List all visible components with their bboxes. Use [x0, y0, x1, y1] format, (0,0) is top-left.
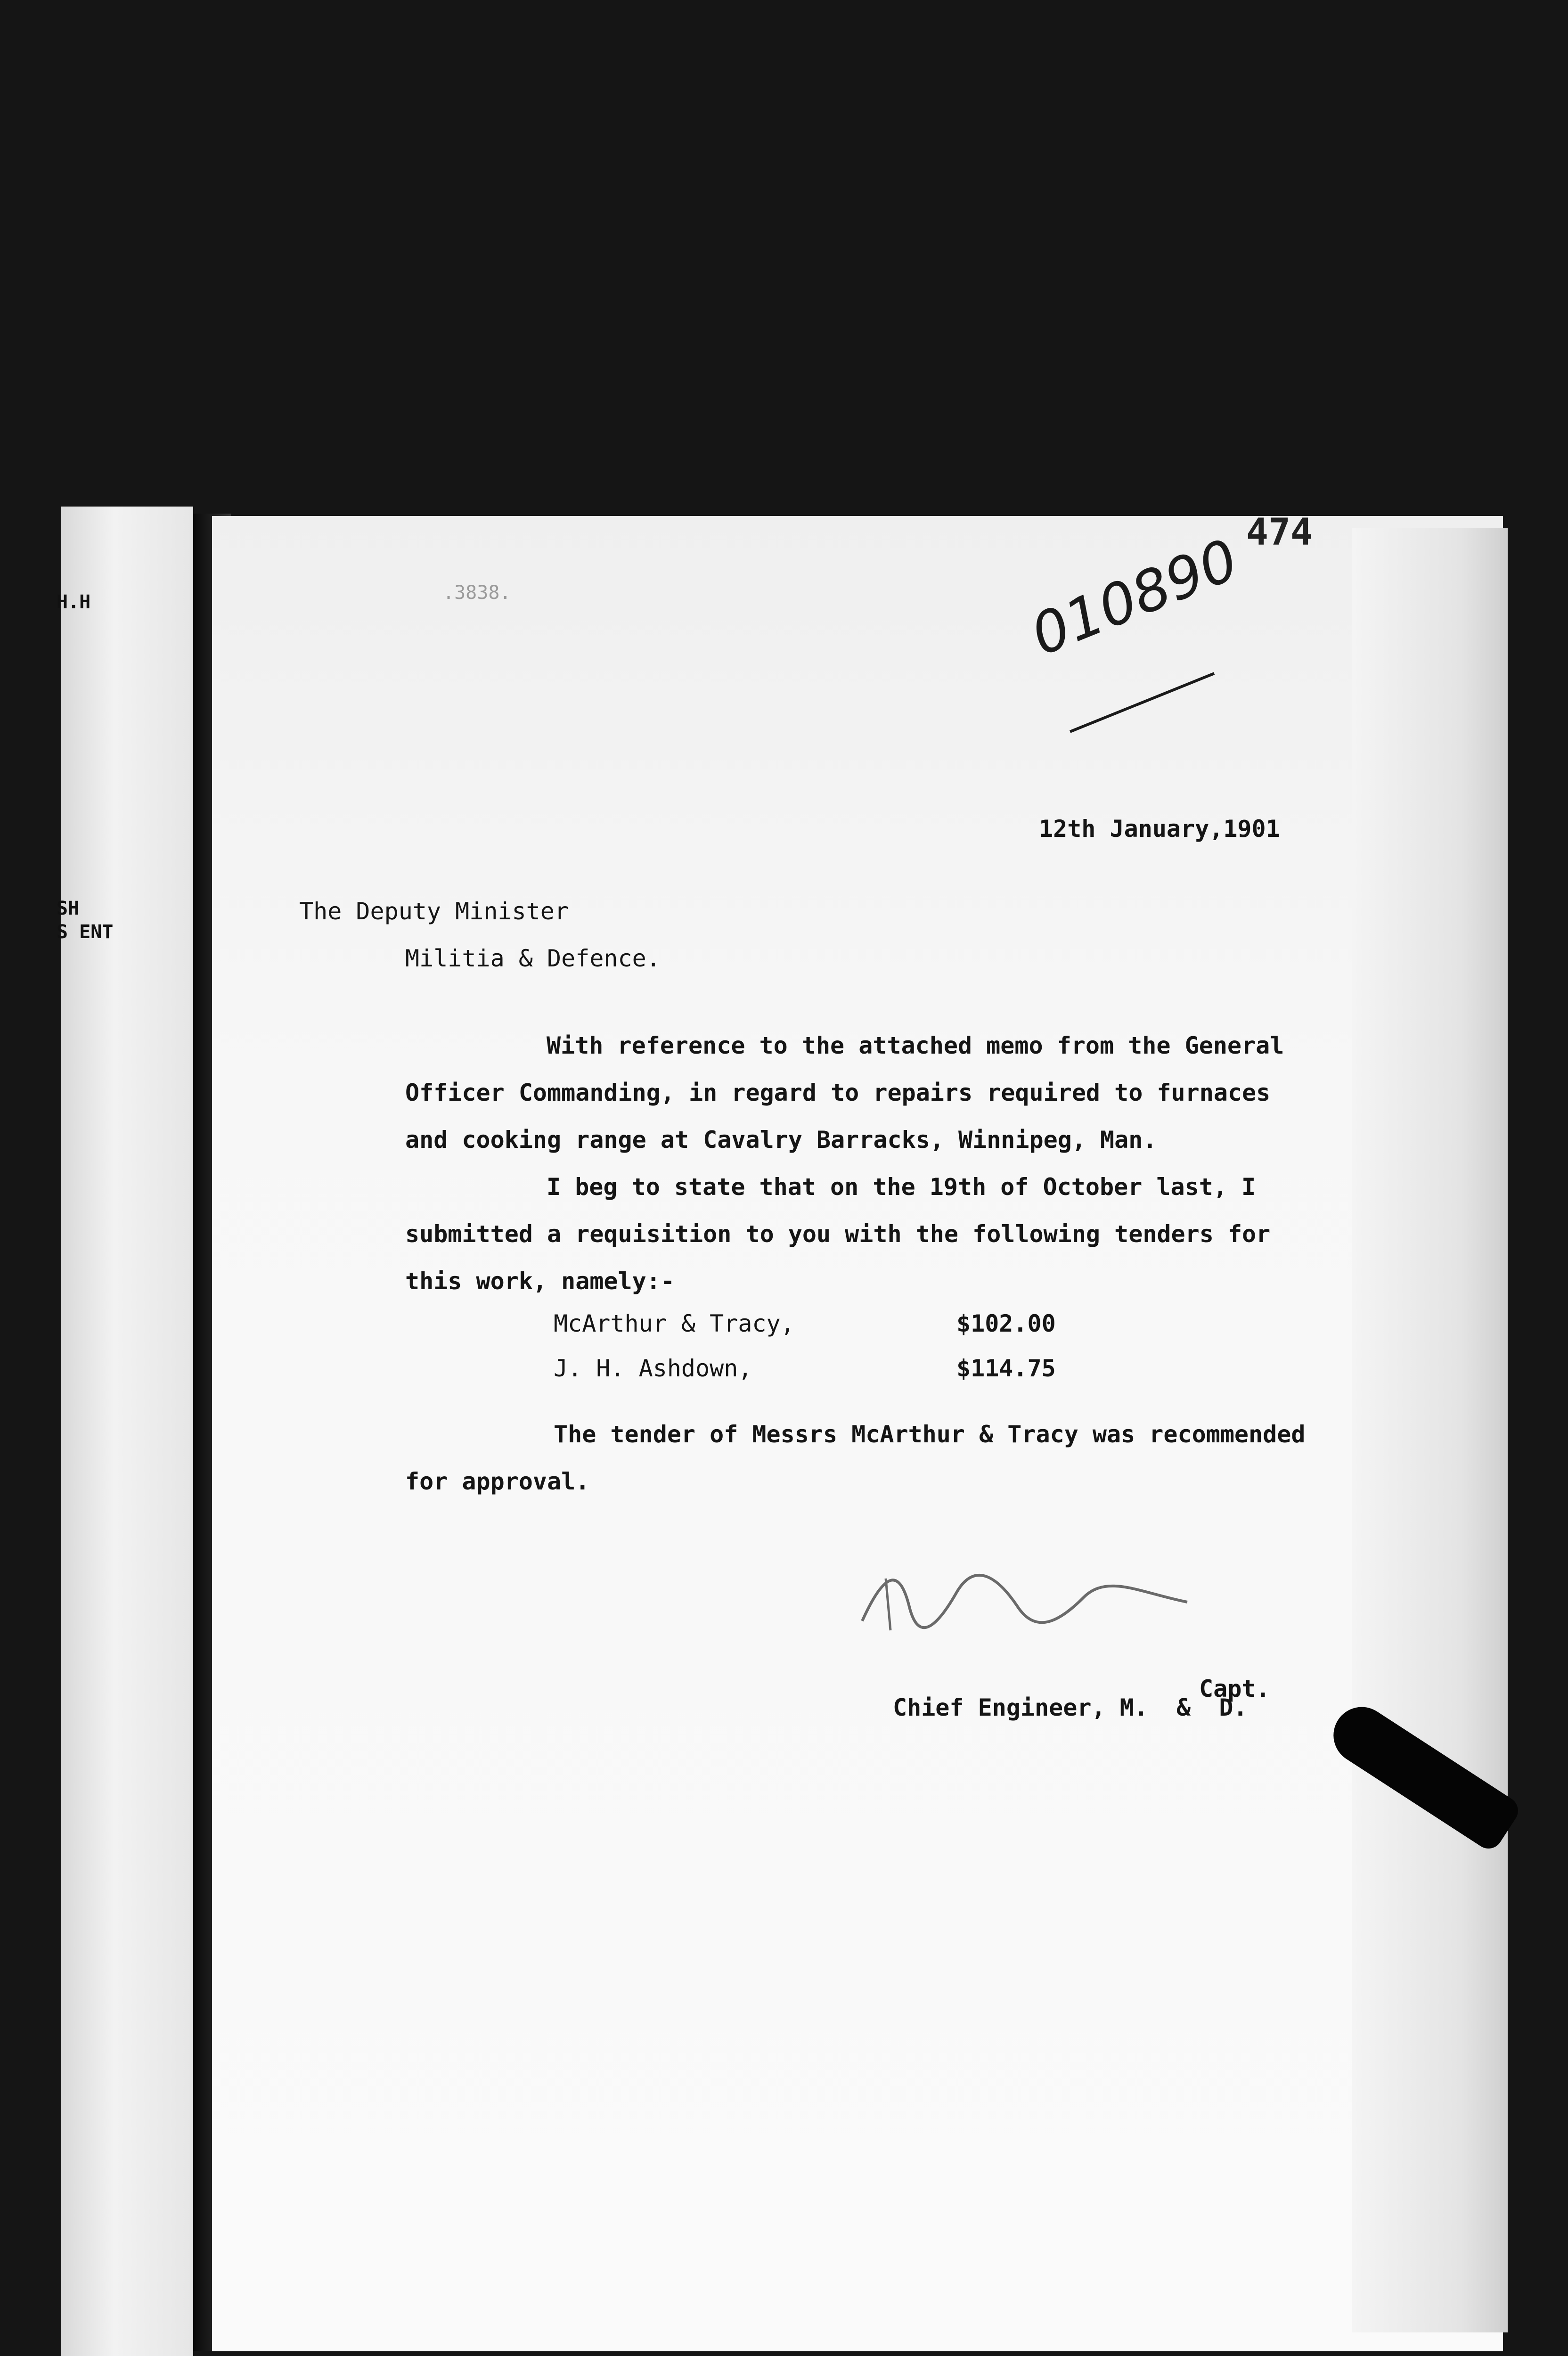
closing-line: The tender of Messrs McArthur & Tracy was recommended — [554, 1421, 1306, 1448]
adjacent-page-strip — [57, 507, 193, 2356]
signature-title: Chief Engineer, M. & D. — [893, 1694, 1248, 1721]
closing-line: for approval. — [405, 1468, 590, 1495]
tender-amount: $114.75 — [956, 1355, 1056, 1382]
body-line: this work, namely:- — [405, 1268, 675, 1295]
tender-name: McArthur & Tracy, — [554, 1310, 795, 1337]
adjacent-page-fragment: S ENT — [57, 921, 114, 943]
body-line: Officer Commanding, in regard to repairs required to furnaces — [405, 1079, 1271, 1106]
body-line: I beg to state that on the 19th of October last, I — [547, 1173, 1256, 1201]
body-line: and cooking range at Cavalry Barracks, Winnipeg, Man. — [405, 1126, 1157, 1153]
handwritten-signature — [858, 1550, 1197, 1644]
letter-date: 12th January,1901 — [1039, 815, 1280, 843]
addressee-line: The Deputy Minister — [299, 898, 569, 925]
tender-name: J. H. Ashdown, — [554, 1355, 752, 1382]
handwritten-file-number: 010890 — [1022, 527, 1247, 669]
adjacent-page-fragment: SH — [57, 898, 80, 919]
body-line: With reference to the attached memo from the General — [547, 1032, 1284, 1059]
page-number: 474 — [1246, 511, 1313, 554]
signature-rank: Capt. — [1199, 1675, 1270, 1702]
adjacent-page-fragment: H.H — [57, 591, 91, 613]
page-right-margin — [1352, 528, 1508, 2332]
faint-reference-number: .3838. — [443, 582, 511, 604]
addressee-line: Militia & Defence. — [405, 945, 661, 972]
body-line: submitted a requisition to you with the following tenders for — [405, 1220, 1271, 1248]
tender-amount: $102.00 — [956, 1310, 1056, 1337]
